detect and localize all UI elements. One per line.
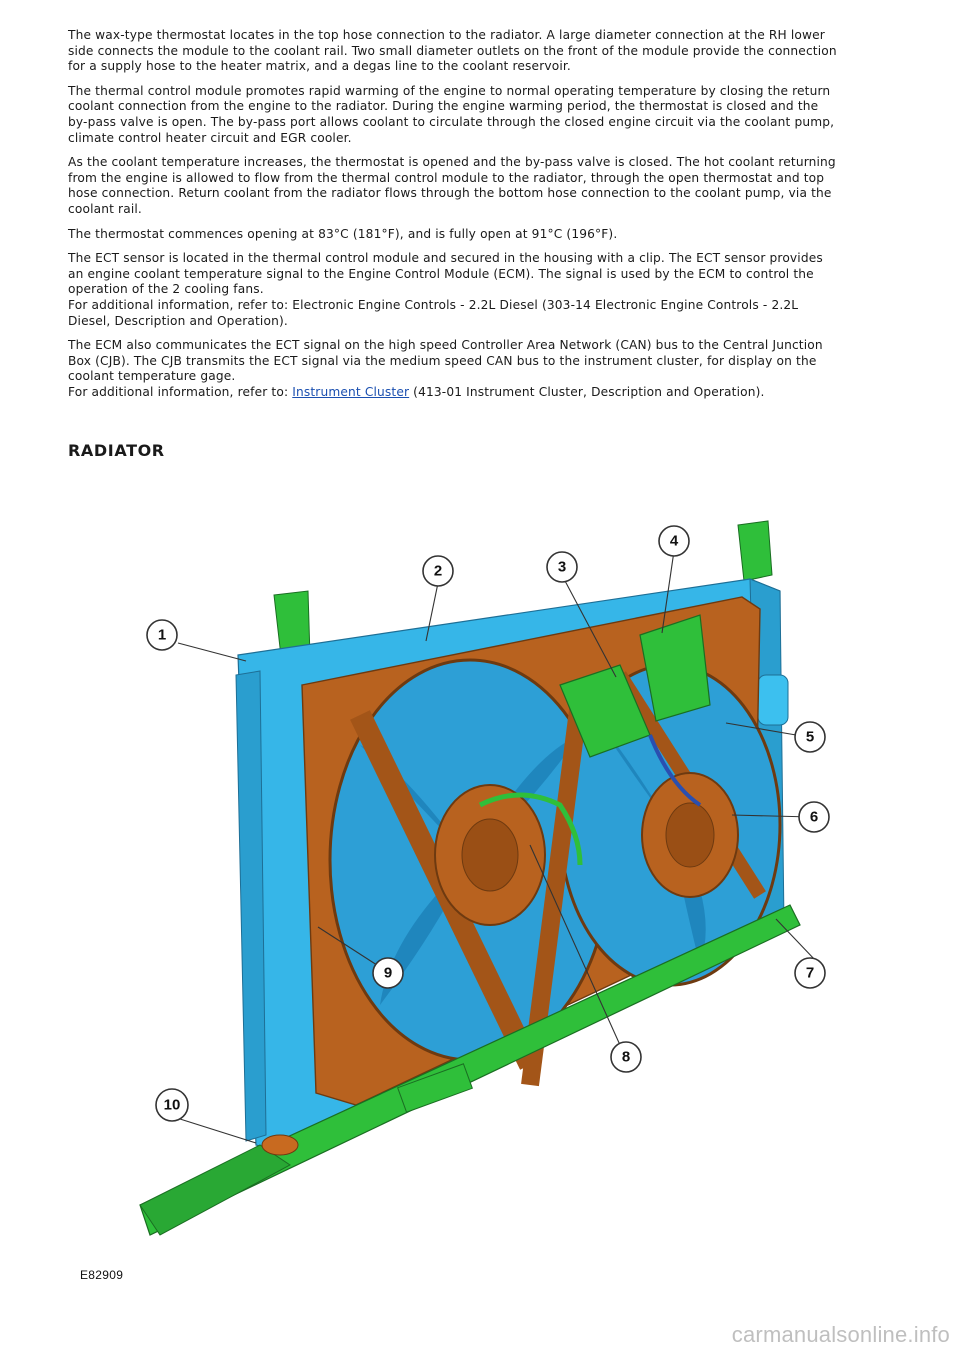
text-line: As the coolant temperature increases, the thermostat is opened and the by-pass valve is closed. The hot coolant returning xyxy=(68,155,836,170)
callout-label: 3 xyxy=(557,558,567,576)
paragraph-coolant-temperature xyxy=(68,155,898,217)
text-line: an engine coolant temperature signal to the Engine Control Module (ECM). The signal is used by the ECM to control the xyxy=(68,266,814,281)
text-line: by-pass valve is open. The by-pass port allows coolant to circulate through the closed engine circuit via the coolant pump, xyxy=(68,114,835,129)
callout-2 xyxy=(423,556,453,586)
paragraph-can-bus xyxy=(68,338,898,400)
callout-10 xyxy=(156,1089,188,1121)
text-line: for a supply hose to the heater matrix, and a degas line to the coolant reservoir. xyxy=(68,59,571,74)
callout-label: 4 xyxy=(669,532,679,550)
text-line: The thermal control module promotes rapid warming of the engine to normal operating temperature by closing the return xyxy=(68,83,831,98)
figure-id: E82909 xyxy=(80,1268,124,1282)
text-line: coolant connection from the engine to the radiator. During the engine warming period, the thermostat is closed and the xyxy=(68,99,819,114)
text-line: hose connection. Return coolant from the radiator flows through the bottom hose connection to the coolant pump, via the xyxy=(68,186,832,201)
paragraph-ect-sensor xyxy=(68,251,898,329)
callout-label: 7 xyxy=(805,964,815,982)
text-line: climate control heater circuit and EGR cooler. xyxy=(68,130,352,145)
callout-4 xyxy=(659,526,689,556)
callout-8 xyxy=(611,1042,641,1072)
text-line: operation of the 2 cooling fans. xyxy=(68,282,264,297)
callout-1 xyxy=(147,620,177,650)
callout-label: 5 xyxy=(805,728,815,746)
callout-label: 2 xyxy=(433,562,443,580)
callout-label: 9 xyxy=(383,964,393,982)
watermark: carmanualsonline.info xyxy=(731,1322,950,1347)
text-line: from the engine is allowed to flow from the thermal control module to the radiator, through the open thermostat and top xyxy=(68,170,825,185)
reference-prefix: For additional information, refer to: xyxy=(68,384,293,399)
callout-9 xyxy=(373,958,403,988)
callout-label: 8 xyxy=(621,1048,631,1066)
text-line: The ECT sensor is located in the thermal control module and secured in the housing with a clip. The ECT sensor provides xyxy=(68,251,823,266)
radiator-illustration xyxy=(60,505,860,1265)
callout-label: 6 xyxy=(809,808,819,826)
paragraph-thermal-control xyxy=(68,84,898,146)
section-heading: RADIATOR xyxy=(68,441,165,460)
callout-3 xyxy=(547,552,577,582)
text-line: The wax-type thermostat locates in the top hose connection to the radiator. A large diameter connection at the RH lower xyxy=(68,28,825,42)
text-line: Diesel, Description and Operation). xyxy=(68,313,288,328)
callout-5 xyxy=(795,722,825,752)
text-line: side connects the module to the coolant rail. Two small diameter outlets on the front of the module provide the connection xyxy=(68,43,837,58)
text-line: The thermostat commences opening at 83°C (181°F), and is fully open at 91°C (196°F). xyxy=(68,226,618,241)
callout-7 xyxy=(795,958,825,988)
callout-label: 1 xyxy=(157,626,167,644)
callout-6 xyxy=(799,802,829,832)
paragraph-thermostat-opening xyxy=(68,227,898,243)
text-line: coolant temperature gage. xyxy=(68,369,236,384)
callout-label: 10 xyxy=(163,1096,181,1114)
instrument-cluster-link[interactable]: Instrument Cluster xyxy=(292,384,410,399)
text-line: coolant rail. xyxy=(68,201,142,216)
paragraph-thermostat-location xyxy=(68,28,898,75)
text-line: For additional information, refer to: Electronic Engine Controls - 2.2L Diesel (303-14 Electronic Engine Controls - 2.2L xyxy=(68,297,799,312)
text-line: The ECM also communicates the ECT signal on the high speed Controller Area Network (CAN) bus to the Central Junction xyxy=(68,338,823,353)
text-line: Box (CJB). The CJB transmits the ECT signal via the medium speed CAN bus to the instrument cluster, for display on the xyxy=(68,353,817,368)
reference-line xyxy=(68,385,898,401)
body-text xyxy=(68,28,898,409)
reference-suffix: (413-01 Instrument Cluster, Description and Operation). xyxy=(409,384,765,399)
